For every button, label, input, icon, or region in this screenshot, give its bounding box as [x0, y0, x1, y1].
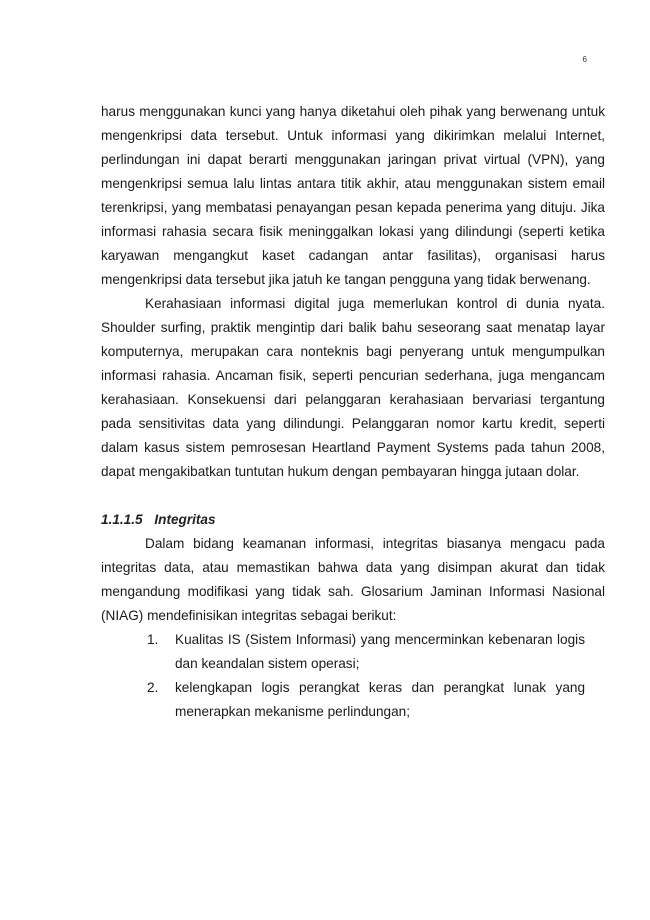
list-marker: 1. [147, 632, 159, 647]
section-number: 1.1.1.5 [101, 512, 143, 527]
body-paragraph: harus menggunakan kunci yang hanya diketahui oleh pihak yang berwenang untuk mengenkripsi data tersebut. Untuk informasi yang dikirimkan melalui Internet, perlindungan ini dapat berarti menggunakan jaringan privat virtual (VPN), yang mengenkripsi semua lalu lintas antara titik akhir, atau menggunakan sistem email terenkripsi, yang membatasi penayangan pesan kepada penerima yang dituju. Jika informasi rahasia secara fisik meninggalkan lokasi yang dilindungi (seperti ketika karyawan mengangkut kaset cadangan antar fasilitas), organisasi harus mengenkripsi data tersebut jika jatuh ke tangan pengguna yang tidak berwenang. [101, 104, 605, 287]
section-title: Integritas [154, 512, 216, 527]
document-body [101, 100, 605, 724]
list-item [101, 676, 605, 724]
list-marker: 2. [147, 680, 159, 695]
page-number: 6 [582, 55, 587, 64]
numbered-list [101, 628, 605, 724]
section-heading [101, 508, 605, 532]
list-item-text: Kualitas IS (Sistem Informasi) yang mencerminkan kebenaran logis dan keandalan sistem operasi; [175, 632, 585, 671]
list-item-text: kelengkapan logis perangkat keras dan perangkat lunak yang menerapkan mekanisme perlindungan; [175, 680, 585, 719]
list-item [101, 628, 605, 676]
section-intro-paragraph: Dalam bidang keamanan informasi, integritas biasanya mengacu pada integritas data, atau memastikan bahwa data yang disimpan akurat dan tidak mengandung modifikasi yang tidak sah. Glosarium Jaminan Informasi Nasional (NIAG) mendefinisikan integritas sebagai berikut: [101, 536, 605, 623]
body-paragraph: Kerahasiaan informasi digital juga memerlukan kontrol di dunia nyata. Shoulder surfing, praktik mengintip dari balik bahu seseorang saat menatap layar komputernya, merupakan cara nonteknis bagi penyerang untuk mengumpulkan informasi rahasia. Ancaman fisik, seperti pencurian sederhana, juga mengancam kerahasiaan. Konsekuensi dari pelanggaran kerahasiaan bervariasi tergantung pada sensitivitas data yang dilindungi. Pelanggaran nomor kartu kredit, seperti dalam kasus sistem pemrosesan Heartland Payment Systems pada tahun 2008, dapat mengakibatkan tuntutan hukum dengan pembayaran hingga jutaan dolar. [101, 296, 605, 479]
